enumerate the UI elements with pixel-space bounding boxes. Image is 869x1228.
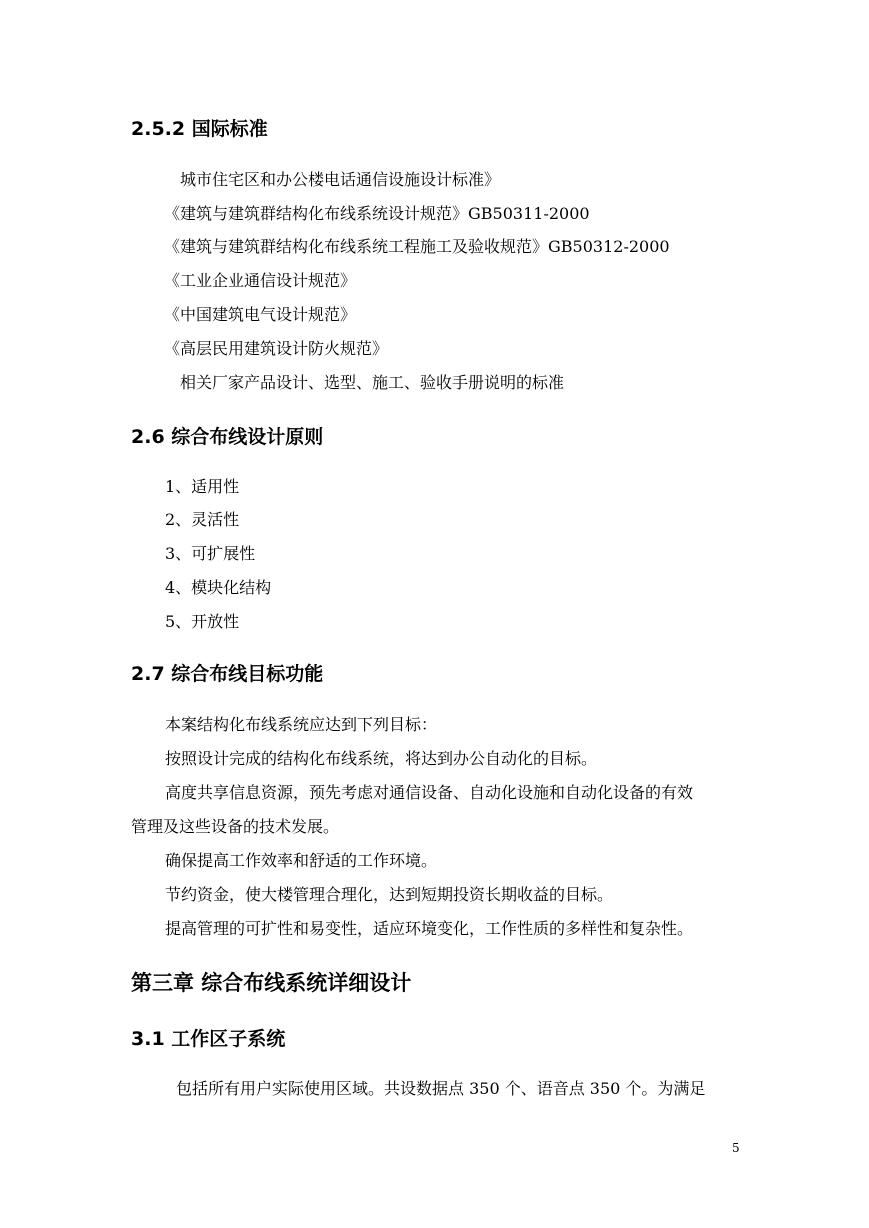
standard-item: 《工业企业通信设计规范》 xyxy=(164,271,357,290)
standard-item: 《高层民用建筑设计防火规范》 xyxy=(164,339,389,358)
section-heading-2-7: 2.7 综合布线目标功能 xyxy=(131,663,324,685)
standard-item: 城市住宅区和办公楼电话通信设施设计标准》 xyxy=(180,170,501,189)
section-heading-3-1: 3.1 工作区子系统 xyxy=(131,1028,286,1050)
principle-item: 3、可扩展性 xyxy=(165,544,256,563)
chapter-heading-3: 第三章 综合布线系统详细设计 xyxy=(131,971,412,995)
standard-item: 《建筑与建筑群结构化布线系统设计规范》GB50311-2000 xyxy=(164,204,590,223)
page-number: 5 xyxy=(732,1141,740,1155)
work-area-paragraph: 包括所有用户实际使用区域。共设数据点 350 个、语音点 350 个。为满足 xyxy=(176,1079,706,1098)
goal-paragraph: 确保提高工作效率和舒适的工作环境。 xyxy=(165,851,438,870)
section-heading-2-5-2: 2.5.2 国际标准 xyxy=(131,118,268,140)
standard-item: 《中国建筑电气设计规范》 xyxy=(164,305,357,324)
standard-item: 相关厂家产品设计、选型、施工、验收手册说明的标准 xyxy=(180,373,565,392)
goal-paragraph: 节约资金，使大楼管理合理化，达到短期投资长期收益的目标。 xyxy=(165,885,614,904)
principle-item: 4、模块化结构 xyxy=(165,578,272,597)
goal-paragraph: 按照设计完成的结构化布线系统，将达到办公自动化的目标。 xyxy=(165,749,598,768)
goal-paragraph-continuation: 管理及这些设备的技术发展。 xyxy=(131,817,340,836)
goal-paragraph: 本案结构化布线系统应达到下列目标： xyxy=(165,715,438,734)
goal-paragraph: 高度共享信息资源，预先考虑对通信设备、自动化设施和自动化设备的有效 xyxy=(165,783,694,802)
principle-item: 1、适用性 xyxy=(165,477,240,496)
principle-item: 2、灵活性 xyxy=(165,510,240,529)
principle-item: 5、开放性 xyxy=(165,612,240,631)
section-heading-2-6: 2.6 综合布线设计原则 xyxy=(131,426,324,448)
goal-paragraph: 提高管理的可扩性和易变性，适应环境变化，工作性质的多样性和复杂性。 xyxy=(165,919,694,938)
standard-item: 《建筑与建筑群结构化布线系统工程施工及验收规范》GB50312-2000 xyxy=(164,237,670,256)
